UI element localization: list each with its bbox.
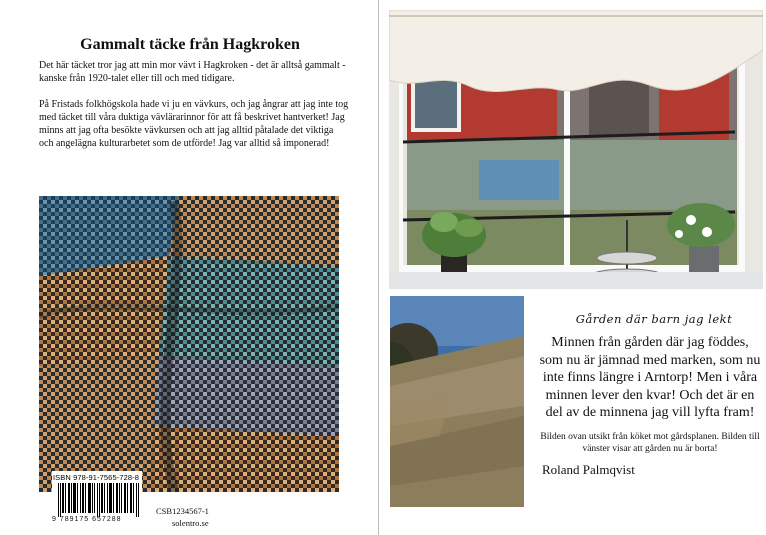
paragraph-intro: Det här täcket tror jag att min mor vävt i Hagkroken - det är alltså gammalt - kanske från 1920-talet eller till och med tidigare.	[39, 60, 346, 84]
isbn-barcode-icon	[58, 483, 140, 517]
left-page	[0, 0, 378, 535]
right-page	[379, 0, 766, 535]
barcode-number: 9 789175 657288	[52, 516, 122, 523]
kitchen-window-photo	[389, 10, 763, 289]
paragraph-weaving-course: På Fristads folkhögskola hade vi ju en vävkurs, och jag ångrar att jag inte tog med täcket till våra duktiga vävlärarinnor för att få beskrivet hantverket! Jag minns att jag ofta besökte vävkursen och att jag alltid påtalade det viktiga och angelägna kulturarbetet som de utförde! Jag var alltid så imponerad!	[39, 99, 349, 149]
isbn-label: ISBN 978-91-7565-728-8	[53, 473, 140, 482]
publisher-link: solentro.se	[172, 518, 209, 528]
page-title: Gammalt täcke från Hagkroken	[80, 36, 300, 53]
empty-yard-photo	[390, 296, 524, 507]
author-name: Roland Palmqvist	[542, 462, 635, 477]
section-title: Gården där barn jag lekt	[575, 312, 733, 326]
photo-caption: Bilden ovan utsikt från köket mot gårdsplanen. Bilden till vänster visar att gården nu är borta!	[540, 432, 760, 454]
catalog-id: CSB1234567-1	[156, 506, 209, 516]
woven-blanket-photo	[39, 196, 339, 492]
isbn-block	[52, 471, 142, 527]
memory-text: Minnen från gården där jag föddes, som nu är jämnad med marken, som nu inte finns längre i Arntorp! Men i våra minnen lever den kvar! Och det är en del av de minnena jag vill lyfta fram!	[539, 335, 761, 421]
